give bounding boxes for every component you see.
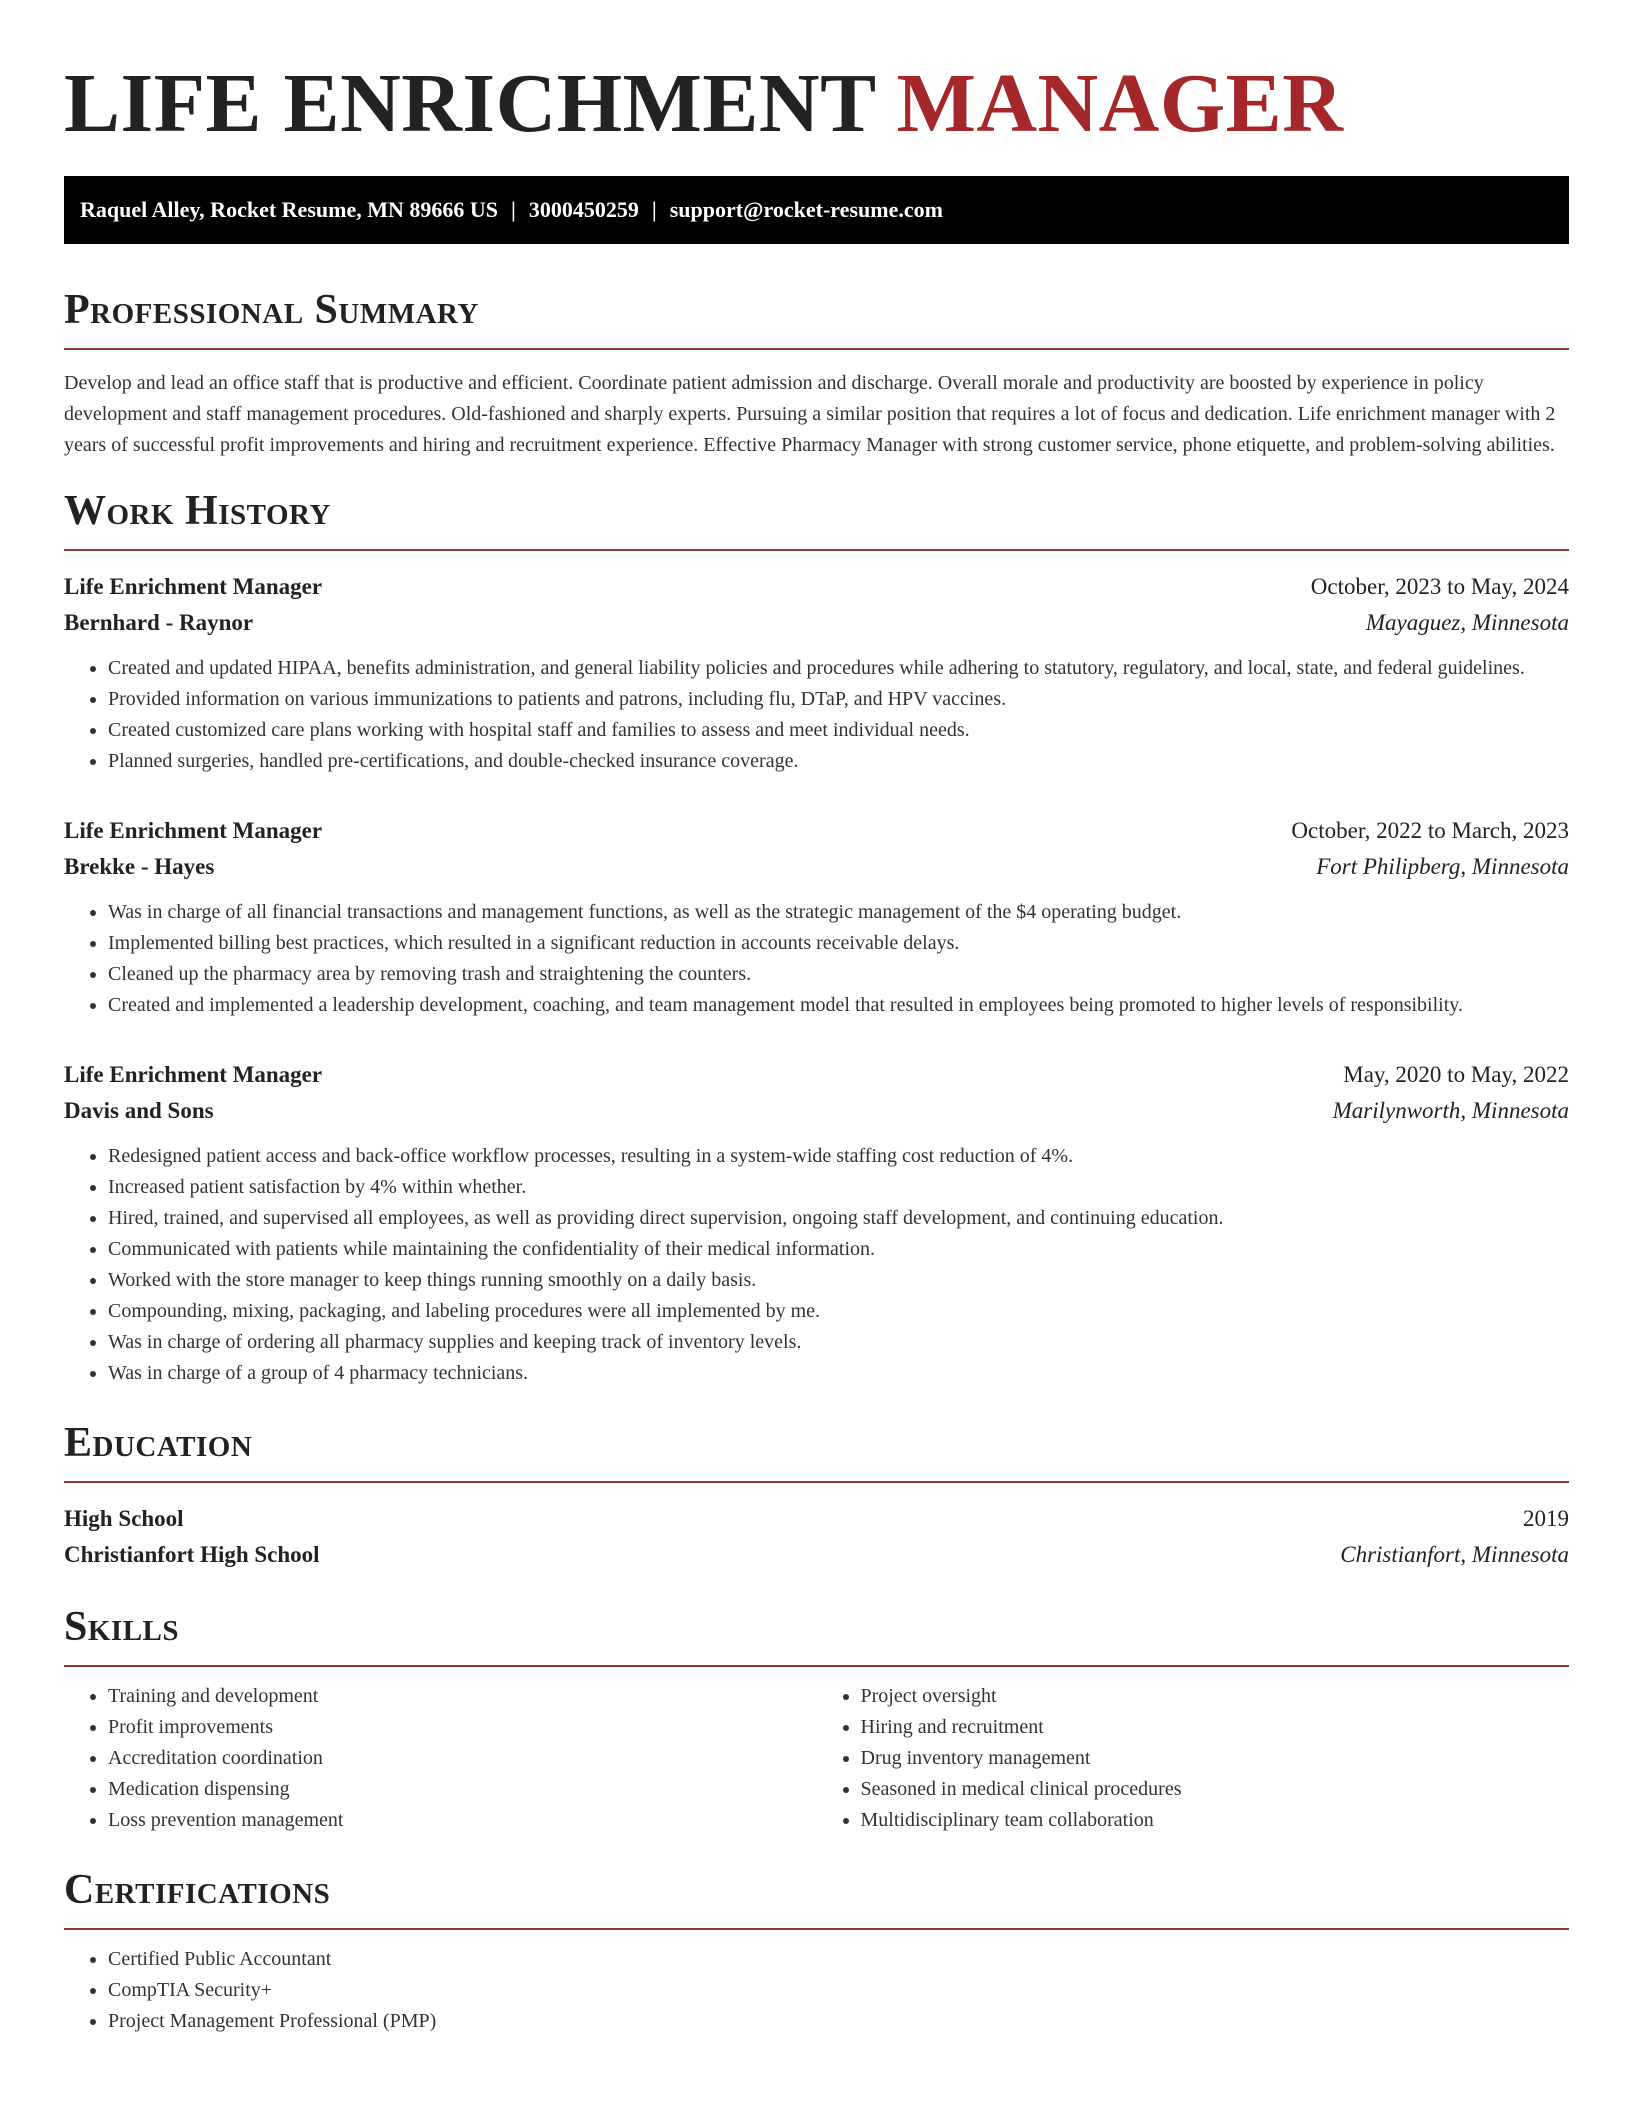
- contact-bar: [64, 176, 1569, 244]
- section-heading-certifications: Certifications: [64, 1866, 1569, 1930]
- skill-item: • Training and development: [108, 1681, 817, 1712]
- certification-item: • CompTIA Security+: [108, 1975, 1569, 2006]
- professional-summary-section: [64, 286, 1569, 461]
- section-heading-work: Work History: [64, 487, 1569, 551]
- job-company-row: [64, 849, 1569, 885]
- contact-email: support@rocket-resume.com: [669, 197, 943, 222]
- summary-text: Develop and lead an office staff that is productive and efficient. Coordinate patient admission and discharge. Overall morale and productivity are boosted by experience in policy development and staff management procedures. Old-fashioned and sharply experts. Pursuing a similar position that requires a lot of focus and dedication. Life enrichment manager with 2 years of successful profit improvements and hiring and recruitment experience. Effective Pharmacy Manager with strong customer service, phone etiquette, and problem-solving abilities.: [64, 372, 1556, 456]
- skill-item: • Hiring and recruitment: [861, 1712, 1570, 1743]
- skill-item: • Seasoned in medical clinical procedures: [861, 1774, 1570, 1805]
- job-bullet: • Was in charge of a group of 4 pharmacy technicians.: [108, 1358, 1569, 1389]
- job-entry: [64, 569, 1569, 777]
- contact-separator: |: [510, 197, 516, 222]
- job-bullet: • Implemented billing best practices, which resulted in a significant reduction in accounts receivable delays.: [108, 928, 1569, 959]
- certification-item: • Project Management Professional (PMP): [108, 2006, 1569, 2037]
- job-company: Davis and Sons: [64, 1098, 214, 1123]
- job-bullet-list: [64, 897, 1569, 1021]
- job-bullet: • Provided information on various immunizations to patients and patrons, including flu, DTaP, and HPV vaccines.: [108, 684, 1569, 715]
- skill-item: • Drug inventory management: [861, 1743, 1570, 1774]
- skills-list-right: [817, 1681, 1570, 1836]
- job-company-row: [64, 605, 1569, 641]
- education-entry: [64, 1501, 1569, 1573]
- job-bullet: • Hired, trained, and supervised all employees, as well as providing direct supervision, ongoing staff development, and continuing education.: [108, 1203, 1569, 1234]
- skills-section: [64, 1603, 1569, 1836]
- skill-item: • Multidisciplinary team collaboration: [861, 1805, 1570, 1836]
- job-entry: [64, 1057, 1569, 1389]
- contact-phone: 3000450259: [528, 197, 639, 222]
- job-bullet: • Created and updated HIPAA, benefits administration, and general liability policies and procedures while adhering to statutory, regulatory, and local, state, and federal guidelines.: [108, 653, 1569, 684]
- job-dates: May, 2020 to May, 2022: [1343, 1062, 1569, 1087]
- job-location: Fort Philipberg, Minnesota: [1316, 854, 1569, 879]
- certification-item: • Certified Public Accountant: [108, 1944, 1569, 1975]
- skills-columns: [64, 1681, 1569, 1836]
- job-header-row: [64, 1057, 1569, 1093]
- work-history-section: [64, 487, 1569, 1389]
- job-company-row: [64, 1093, 1569, 1129]
- job-bullet: • Planned surgeries, handled pre-certifications, and double-checked insurance coverage.: [108, 746, 1569, 777]
- job-bullet: • Created customized care plans working with hospital staff and families to assess and meet individual needs.: [108, 715, 1569, 746]
- job-bullet: • Was in charge of ordering all pharmacy supplies and keeping track of inventory levels.: [108, 1327, 1569, 1358]
- skill-item: • Accreditation coordination: [108, 1743, 817, 1774]
- education-location: Christianfort, Minnesota: [1340, 1542, 1569, 1567]
- job-bullet: • Compounding, mixing, packaging, and labeling procedures were all implemented by me.: [108, 1296, 1569, 1327]
- job-bullet-list: [64, 1141, 1569, 1389]
- job-header-row: [64, 569, 1569, 605]
- job-location: Mayaguez, Minnesota: [1365, 610, 1569, 635]
- education-school: Christianfort High School: [64, 1542, 320, 1567]
- certifications-section: [64, 1866, 1569, 2037]
- job-dates: October, 2023 to May, 2024: [1310, 574, 1569, 599]
- skill-item: • Project oversight: [861, 1681, 1570, 1712]
- section-heading-skills: Skills: [64, 1603, 1569, 1667]
- section-heading-education: Education: [64, 1419, 1569, 1483]
- contact-address: Raquel Alley, Rocket Resume, MN 89666 US: [80, 197, 498, 222]
- contact-separator: |: [651, 197, 657, 222]
- job-bullet-list: [64, 653, 1569, 777]
- skill-item: • Profit improvements: [108, 1712, 817, 1743]
- education-year: 2019: [1523, 1506, 1569, 1531]
- skills-list-left: [64, 1681, 817, 1836]
- skill-item: • Loss prevention management: [108, 1805, 817, 1836]
- job-company: Brekke - Hayes: [64, 854, 215, 879]
- job-bullet: • Cleaned up the pharmacy area by removing trash and straightening the counters.: [108, 959, 1569, 990]
- education-header-row: [64, 1501, 1569, 1537]
- job-bullet: • Created and implemented a leadership development, coaching, and team management model that resulted in employees being promoted to higher levels of responsibility.: [108, 990, 1569, 1021]
- job-company: Bernhard - Raynor: [64, 610, 254, 635]
- certifications-list: [64, 1944, 1569, 2037]
- section-heading-summary: Professional Summary: [64, 286, 1569, 350]
- job-bullet: • Was in charge of all financial transactions and management functions, as well as the strategic management of the $4 operating budget.: [108, 897, 1569, 928]
- job-header-row: [64, 813, 1569, 849]
- job-title: Life Enrichment Manager: [64, 574, 323, 599]
- education-section: [64, 1419, 1569, 1573]
- title-main: LIFE ENRICHMENT: [64, 57, 876, 150]
- job-bullet: • Worked with the store manager to keep things running smoothly on a daily basis.: [108, 1265, 1569, 1296]
- education-degree: High School: [64, 1506, 184, 1531]
- job-bullet: • Redesigned patient access and back-office workflow processes, resulting in a system-wide staffing cost reduction of 4%.: [108, 1141, 1569, 1172]
- job-entry: [64, 813, 1569, 1021]
- job-bullet: • Increased patient satisfaction by 4% within whether.: [108, 1172, 1569, 1203]
- page-title: [64, 0, 1569, 156]
- job-dates: October, 2022 to March, 2023: [1291, 818, 1569, 843]
- skill-item: • Medication dispensing: [108, 1774, 817, 1805]
- job-bullet: • Communicated with patients while maintaining the confidentiality of their medical information.: [108, 1234, 1569, 1265]
- job-location: Marilynworth, Minnesota: [1332, 1098, 1569, 1123]
- job-title: Life Enrichment Manager: [64, 1062, 323, 1087]
- job-title: Life Enrichment Manager: [64, 818, 323, 843]
- resume-page: [64, 0, 1569, 2037]
- title-accent: MANAGER: [896, 57, 1344, 150]
- education-school-row: [64, 1537, 1569, 1573]
